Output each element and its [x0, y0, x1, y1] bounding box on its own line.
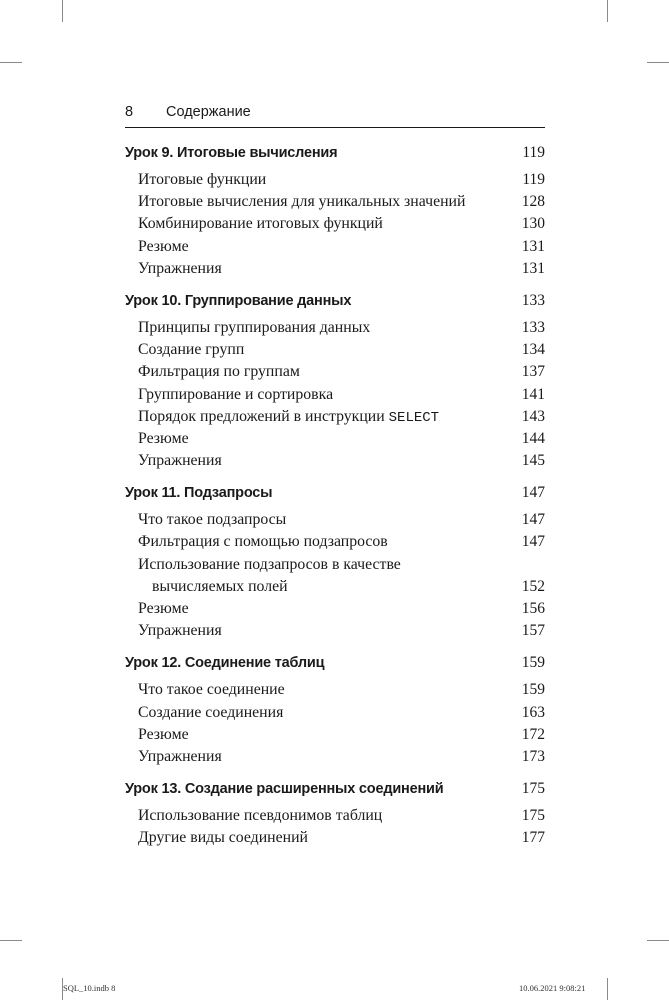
entry-title: Использование подзапросов в качестве: [138, 555, 401, 573]
entry-page: 143: [521, 407, 545, 425]
chapter-heading[interactable]: [125, 484, 545, 506]
chapter-heading[interactable]: [125, 292, 545, 314]
entry-title: Упражнения: [138, 747, 222, 765]
entry-title: Фильтрация с помощью подзапросов: [138, 533, 388, 551]
entry-title: Комбинирование итоговых функций: [138, 215, 383, 233]
chapter-page: 133: [521, 291, 545, 309]
entry-page: 152: [521, 577, 545, 595]
slug-datetime: 10.06.2021 9:08:21: [519, 983, 586, 993]
entry-page: 175: [521, 807, 545, 825]
entry-title-with-code: [138, 408, 439, 426]
entry-page: 119: [522, 171, 545, 188]
toc-entry[interactable]: [125, 704, 545, 726]
chapter-heading[interactable]: [125, 654, 545, 676]
entry-page: 128: [521, 193, 545, 211]
entry-page: 133: [521, 318, 545, 336]
chapter-page: 147: [521, 484, 545, 502]
chapter-title: Урок 10. Группирование данных: [125, 292, 352, 309]
entry-page: 137: [521, 363, 545, 381]
entry-title-continuation: вычисляемых полей: [152, 577, 288, 595]
toc-entry[interactable]: [125, 511, 545, 533]
entry-page: 159: [521, 681, 545, 699]
toc-entry[interactable]: [125, 341, 545, 363]
entry-title: Итоговые вычисления для уникальных значений: [138, 193, 466, 211]
entry-title: Создание соединения: [138, 703, 284, 721]
toc-entry-line2[interactable]: [125, 578, 545, 600]
entry-page: 131: [521, 237, 545, 255]
entry-title: Резюме: [138, 725, 189, 743]
crop-mark: [0, 62, 22, 63]
toc-chapter: [125, 144, 545, 282]
chapter-title: Урок 13. Создание расширенных соединений: [125, 781, 444, 798]
chapter-page: 175: [521, 780, 545, 798]
entry-page: 173: [521, 747, 545, 765]
crop-mark: [0, 940, 22, 941]
section-title: Содержание: [166, 104, 251, 120]
entry-title: Упражнения: [138, 452, 222, 470]
table-of-contents: [125, 144, 545, 862]
chapter-heading[interactable]: [125, 144, 545, 166]
entry-page: 145: [521, 452, 545, 470]
entry-title: Резюме: [138, 600, 189, 617]
entry-title: Резюме: [138, 237, 189, 255]
toc-entry[interactable]: [125, 193, 545, 215]
toc-entry[interactable]: [125, 171, 545, 193]
chapter-page: 119: [522, 144, 545, 161]
entry-title: Что такое подзапросы: [138, 511, 287, 529]
entry-title: Принципы группирования данных: [138, 318, 371, 336]
chapter-title: Урок 11. Подзапросы: [125, 485, 273, 502]
toc-entry[interactable]: [125, 622, 545, 644]
toc-chapter: [125, 780, 545, 851]
code-keyword: SELECT: [388, 409, 440, 426]
entry-page: 147: [521, 511, 545, 529]
toc-entry[interactable]: [125, 452, 545, 474]
toc-entry[interactable]: [125, 363, 545, 385]
chapter-heading[interactable]: [125, 780, 545, 802]
toc-entry[interactable]: [125, 726, 545, 748]
entry-page: 172: [521, 725, 545, 743]
entry-page: 141: [521, 385, 545, 403]
toc-entry[interactable]: [125, 681, 545, 703]
entry-title: Создание групп: [138, 341, 245, 359]
toc-chapter: [125, 292, 545, 474]
entry-title: Группирование и сортировка: [138, 385, 334, 403]
entry-page: 177: [521, 829, 545, 847]
entry-title: Порядок предложений в инструкции: [138, 407, 385, 425]
toc-entry[interactable]: [125, 600, 545, 622]
crop-mark: [607, 0, 608, 22]
entry-page: 147: [521, 533, 545, 551]
toc-chapter: [125, 654, 545, 770]
toc-entry[interactable]: [125, 319, 545, 341]
entry-title: Другие виды соединений: [138, 829, 308, 847]
toc-entry[interactable]: [125, 533, 545, 555]
chapter-title: Урок 9. Итоговые вычисления: [125, 145, 338, 161]
running-header: [125, 104, 545, 126]
entry-page: 156: [521, 600, 545, 617]
toc-chapter: [125, 484, 545, 644]
toc-entry[interactable]: [125, 386, 545, 408]
entry-page: 157: [521, 622, 545, 640]
toc-entry[interactable]: [125, 408, 545, 430]
entry-page: 163: [521, 703, 545, 721]
toc-entry[interactable]: [125, 260, 545, 282]
chapter-page: 159: [521, 654, 545, 672]
crop-mark: [647, 940, 669, 941]
entry-page: 144: [521, 429, 545, 447]
toc-entry[interactable]: [125, 829, 545, 851]
entry-title: Фильтрация по группам: [138, 363, 300, 381]
page-number: 8: [125, 104, 134, 120]
slug-file-info: SQL_10.indb 8: [63, 983, 116, 993]
entry-title: Резюме: [138, 429, 189, 447]
crop-mark: [62, 0, 63, 22]
entry-title: Упражнения: [138, 259, 222, 277]
toc-entry[interactable]: [125, 215, 545, 237]
toc-entry[interactable]: [125, 807, 545, 829]
toc-entry[interactable]: [125, 238, 545, 260]
crop-mark: [647, 62, 669, 63]
crop-mark: [607, 978, 608, 1000]
toc-entry[interactable]: [125, 430, 545, 452]
entry-page: 131: [521, 259, 545, 277]
toc-entry[interactable]: [125, 748, 545, 770]
header-rule: [125, 127, 545, 128]
entry-title: Упражнения: [138, 622, 222, 640]
entry-title: Итоговые функции: [138, 171, 267, 188]
entry-page: 130: [521, 215, 545, 233]
entry-page: 134: [521, 341, 545, 359]
entry-title: Что такое соединение: [138, 681, 285, 699]
toc-entry-line1[interactable]: [125, 556, 545, 578]
chapter-title: Урок 12. Соединение таблиц: [125, 655, 325, 672]
entry-title: Использование псевдонимов таблиц: [138, 807, 383, 825]
